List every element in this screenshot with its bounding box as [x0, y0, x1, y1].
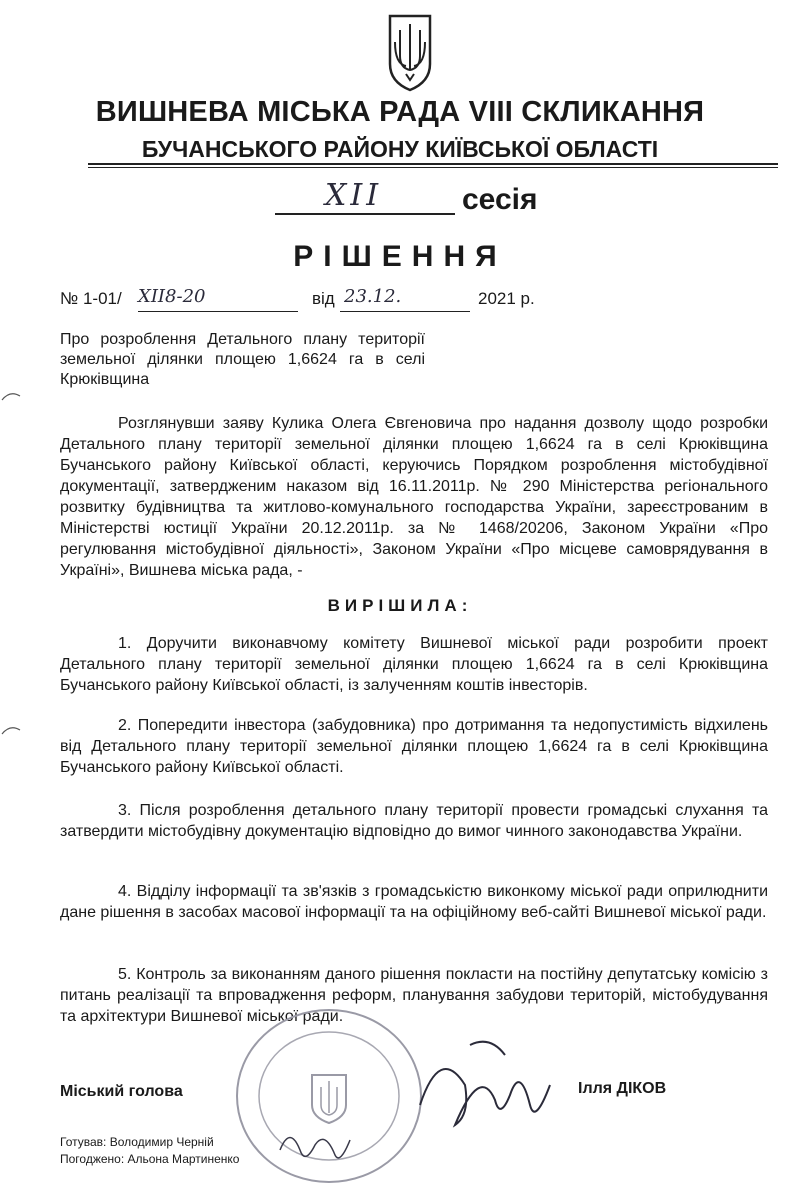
- resolved-heading: ВИРІШИЛА:: [327, 596, 473, 615]
- preparer-signature-icon: [275, 1120, 355, 1170]
- resolution-item-2: 2. Попередити інвестора (забудовника) про дотримання та недопустимість відхилень від Детального плану території земельної ділянки площею 1,6624 га в селі Крюківщина Бучанського району Київської області.: [60, 717, 768, 776]
- session-number: XII: [325, 178, 383, 213]
- preamble-paragraph: Розглянувши заяву Кулика Олега Євгеновича про надання дозволу щодо розробки Детального плану території земельної ділянки площею 1,6624 га в селі Крюківщина Бучанського району Київської області, керуючись Порядком розроблення містобудівної документації, затвердженим наказом від 16.11.2011р. № 290 Міністерства регіонального розвитку будівництва та житлово-комунального господарства України, зареєстрованим в Міністерстві юстиції України 20.12.2011р. за № 1468/20206, Законом України «Про регулювання містобудівної діяльності», Законом України «Про місцеве самоврядування в Україні», Вишнева міська рада, -: [60, 415, 768, 579]
- decision-number-underline: [138, 311, 298, 312]
- trident-emblem-icon: [386, 12, 434, 92]
- decision-date-underline: [340, 311, 470, 312]
- council-name: ВИШНЕВА МІСЬКА РАДА VIII СКЛИКАННЯ: [95, 96, 705, 128]
- district-name: БУЧАНСЬКОГО РАЙОНУ КИЇВСЬКОЇ ОБЛАСТІ: [141, 136, 659, 162]
- agreed-by: Погоджено: Альона Мартиненко: [60, 1152, 240, 1166]
- mayor-signature-icon: [410, 1025, 560, 1155]
- document-title: РІШЕННЯ: [293, 240, 507, 273]
- prepared-by: Готував: Володимир Черній: [60, 1135, 214, 1149]
- header-rule-thin: [88, 167, 778, 168]
- decision-year: 2021 р.: [478, 289, 535, 308]
- decision-number: XII8-20: [138, 286, 206, 307]
- session-label: сесія: [462, 183, 538, 216]
- date-prefix: від: [312, 289, 335, 308]
- header-rule: [88, 163, 778, 165]
- decision-number-prefix: № 1-01/: [60, 289, 122, 308]
- punch-mark-icon: [0, 722, 24, 738]
- resolution-item-3: 3. Після розроблення детального плану території провести громадські слухання та затвердити містобудівну документацію відповідно до вимог чинного законодавства України.: [60, 802, 768, 840]
- punch-mark-icon: [0, 388, 24, 404]
- resolution-item-4: 4. Відділу інформації та зв'язків з громадськістю виконкому міської ради оприлюднити дане рішення в засобах масової інформації та на офіційному веб-сайті Вишневої міської ради.: [60, 883, 768, 921]
- resolution-item-1: 1. Доручити виконавчому комітету Вишневої міської ради розробити проект Детального плану території земельної ділянки площею 1,6624 га в селі Крюківщина Бучанського району Київської області, із залученням коштів інвесторів.: [60, 635, 768, 694]
- resolution-item-5: 5. Контроль за виконанням даного рішення покласти на постійну депутатську комісію з питань реалізації та впровадження реформ, планування забудови територій, містобудування та архітектури Вишневої міської ради.: [60, 966, 768, 1025]
- session-underline: [275, 213, 455, 215]
- mayor-title: Міський голова: [60, 1083, 183, 1100]
- decision-date: 23.12.: [344, 286, 402, 307]
- decision-subject: Про розроблення Детального плану території земельної ділянки площею 1,6624 га в селі Крюківщина: [60, 331, 425, 388]
- mayor-name: Ілля ДІКОВ: [578, 1080, 667, 1097]
